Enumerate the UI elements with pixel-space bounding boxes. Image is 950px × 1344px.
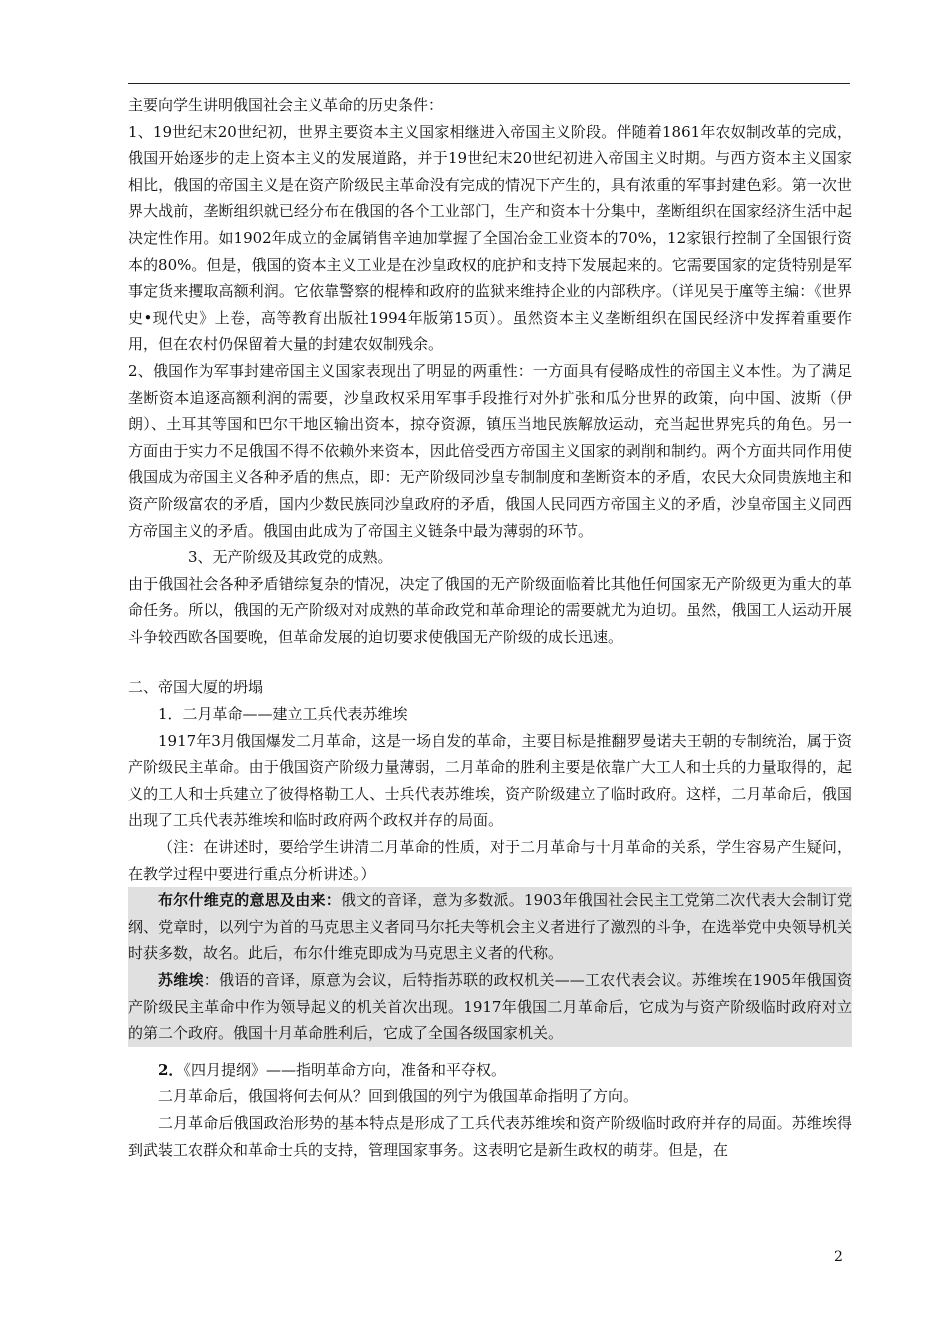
intro-paragraph: 主要向学生讲明俄国社会主义革命的历史条件：	[128, 96, 444, 114]
condition-1-paragraph: 1、19世纪末20世纪初，世界主要资本主义国家相继进入帝国主义阶段。伴随着1861年农奴制改革的完成，俄国开始逐步的走上资本主义的发展道路，并于19世纪末20世纪初进入帝国主义时期。与西方资本主义国家相比，俄国的帝国主义是在资产阶级民主革命没有完成的情况下产生的，具有浓重的军事封建色彩。第一次世界大战前，垄断组织就已经分布在俄国的各个工业部门，生产和资本十分集中，垄断组织在国家经济生活中起决定性作用。如1902年成立的金属销售辛迪加掌握了全国冶金工业资本的70%，12家银行控制了全国银行资本的80%。但是，俄国的资本主义工业是在沙皇政权的庇护和支持下发展起来的。它需要国家的定货特别是军事定货来攫取高额利润。它依靠警察的棍棒和政府的监狱来维持企业的内部秩序。（详见吴于廑等主编：《世界史•现代史》上卷，高等教育出版社1994年版第15页）。虽然资本主义垄断组织在国民经济中发挥着重要作用，但在农村仍保留着大量的封建农奴制残余。	[128, 122, 852, 354]
subsection-1-paragraph: 1917年3月俄国爆发二月革命，这是一场自发的革命，主要目标是推翻罗曼诺夫王朝的专制统治，属于资产阶级民主革命。由于俄国资产阶级力量薄弱，二月革命的胜利主要是依靠广大工人和士兵的力量取得的，起义的工人和士兵建立了彼得格勒工人、士兵代表苏维埃，资产阶级建立了临时政府。这样，二月革命后，俄国出现了工兵代表苏维埃和临时政府两个政权并存的局面。	[128, 731, 852, 830]
condition-3-title: 3、无产阶级及其政党的成熟。	[188, 548, 393, 567]
subsection-2-heading	[128, 1057, 852, 1084]
glossary-soviet	[128, 967, 852, 1047]
glossary-term-bolshevik: 布尔什维克的意思及由来：	[158, 891, 342, 910]
glossary-bolshevik	[128, 887, 852, 967]
glossary-def-bolshevik: 俄文的音译，意为多数派。1903年俄国社会民主工党第二次代表大会制订党纲、党章时，以列宁为首的马克思主义者同马尔托夫等机会主义者进行了激烈的斗争，在选举党中央领导机关时获多数，故名。此后，布尔什维克即成为马克思主义者的代称。	[128, 891, 852, 963]
glossary-term-soviet: 苏维埃	[158, 971, 204, 989]
subsection-2-paragraph-1: 二月革命后，俄国将何去何从？回到俄国的列宁为俄国革命指明了方向。	[158, 1087, 639, 1106]
subsection-1-note: （注：在讲述时，要给学生讲清二月革命的性质，对于二月革命与十月革命的关系，学生容易产生疑问，在教学过程中要进行重点分析讲述。）	[128, 838, 852, 883]
page-number: 2	[834, 1249, 843, 1265]
spacer	[128, 1047, 852, 1057]
condition-3-paragraph: 由于俄国社会各种矛盾错综复杂的情况，决定了俄国的无产阶级面临着比其他任何国家无产阶级更为重大的革命任务。所以，俄国的无产阶级对对成熟的革命政党和革命理论的需要就尤为迫切。虽然，俄国工人运动开展斗争较西欧各国要晚，但革命发展的迫切要求使俄国无产阶级的成长迅速。	[128, 574, 852, 646]
glossary-def-soviet: ：俄语的音译，原意为会议，后特指苏联的政权机关——工农代表会议。苏维埃在1905年俄国资产阶级民主革命中作为领导起义的机关首次出现。1917年俄国二月革命后，它成为与资产阶级临时政府对立的第二个政府。俄国十月革命胜利后，它成了全国各级国家机关。	[128, 971, 852, 1043]
subsection-2-number: 2．	[158, 1060, 184, 1079]
subsection-1-heading: 1．二月革命——建立工兵代表苏维埃	[158, 705, 408, 724]
spacer	[128, 650, 852, 674]
subsection-2-title: 《四月提纲》——指明革命方向，准备和平夺权。	[183, 1060, 506, 1079]
subsection-2-paragraph-2: 二月革命后俄国政治形势的基本特点是形成了工兵代表苏维埃和资产阶级临时政府并存的局面。苏维埃得到武装工农群众和革命士兵的支持，管理国家事务。这表明它是新生政权的萌芽。但是，在	[128, 1113, 852, 1159]
document-body	[128, 92, 852, 1163]
condition-2-paragraph: 2、俄国作为军事封建帝国主义国家表现出了明显的两重性：一方面具有侵略成性的帝国主义本性。为了满足垄断资本追逐高额利润的需要，沙皇政权采用军事手段推行对外扩张和瓜分世界的政策，向中国、波斯（伊朗）、土耳其等国和巴尔干地区输出资本，掠夺资源，镇压当地民族解放运动，充当起世界宪兵的角色。另一方面由于实力不足俄国不得不依赖外来资本，因此倍受西方帝国主义国家的剥削和制约。两个方面共同作用使俄国成为帝国主义各种矛盾的焦点，即：无产阶级同沙皇专制制度和垄断资本的矛盾，农民大众同贵族地主和资产阶级富农的矛盾，国内少数民族同沙皇政府的矛盾，俄国人民同西方帝国主义的矛盾，沙皇帝国主义同西方帝国主义的矛盾。俄国由此成为了帝国主义链条中最为薄弱的环节。	[128, 361, 852, 540]
section-2-heading: 二、帝国大厦的坍塌	[128, 678, 264, 697]
glossary-box	[128, 887, 852, 1047]
header-rule	[128, 83, 850, 84]
